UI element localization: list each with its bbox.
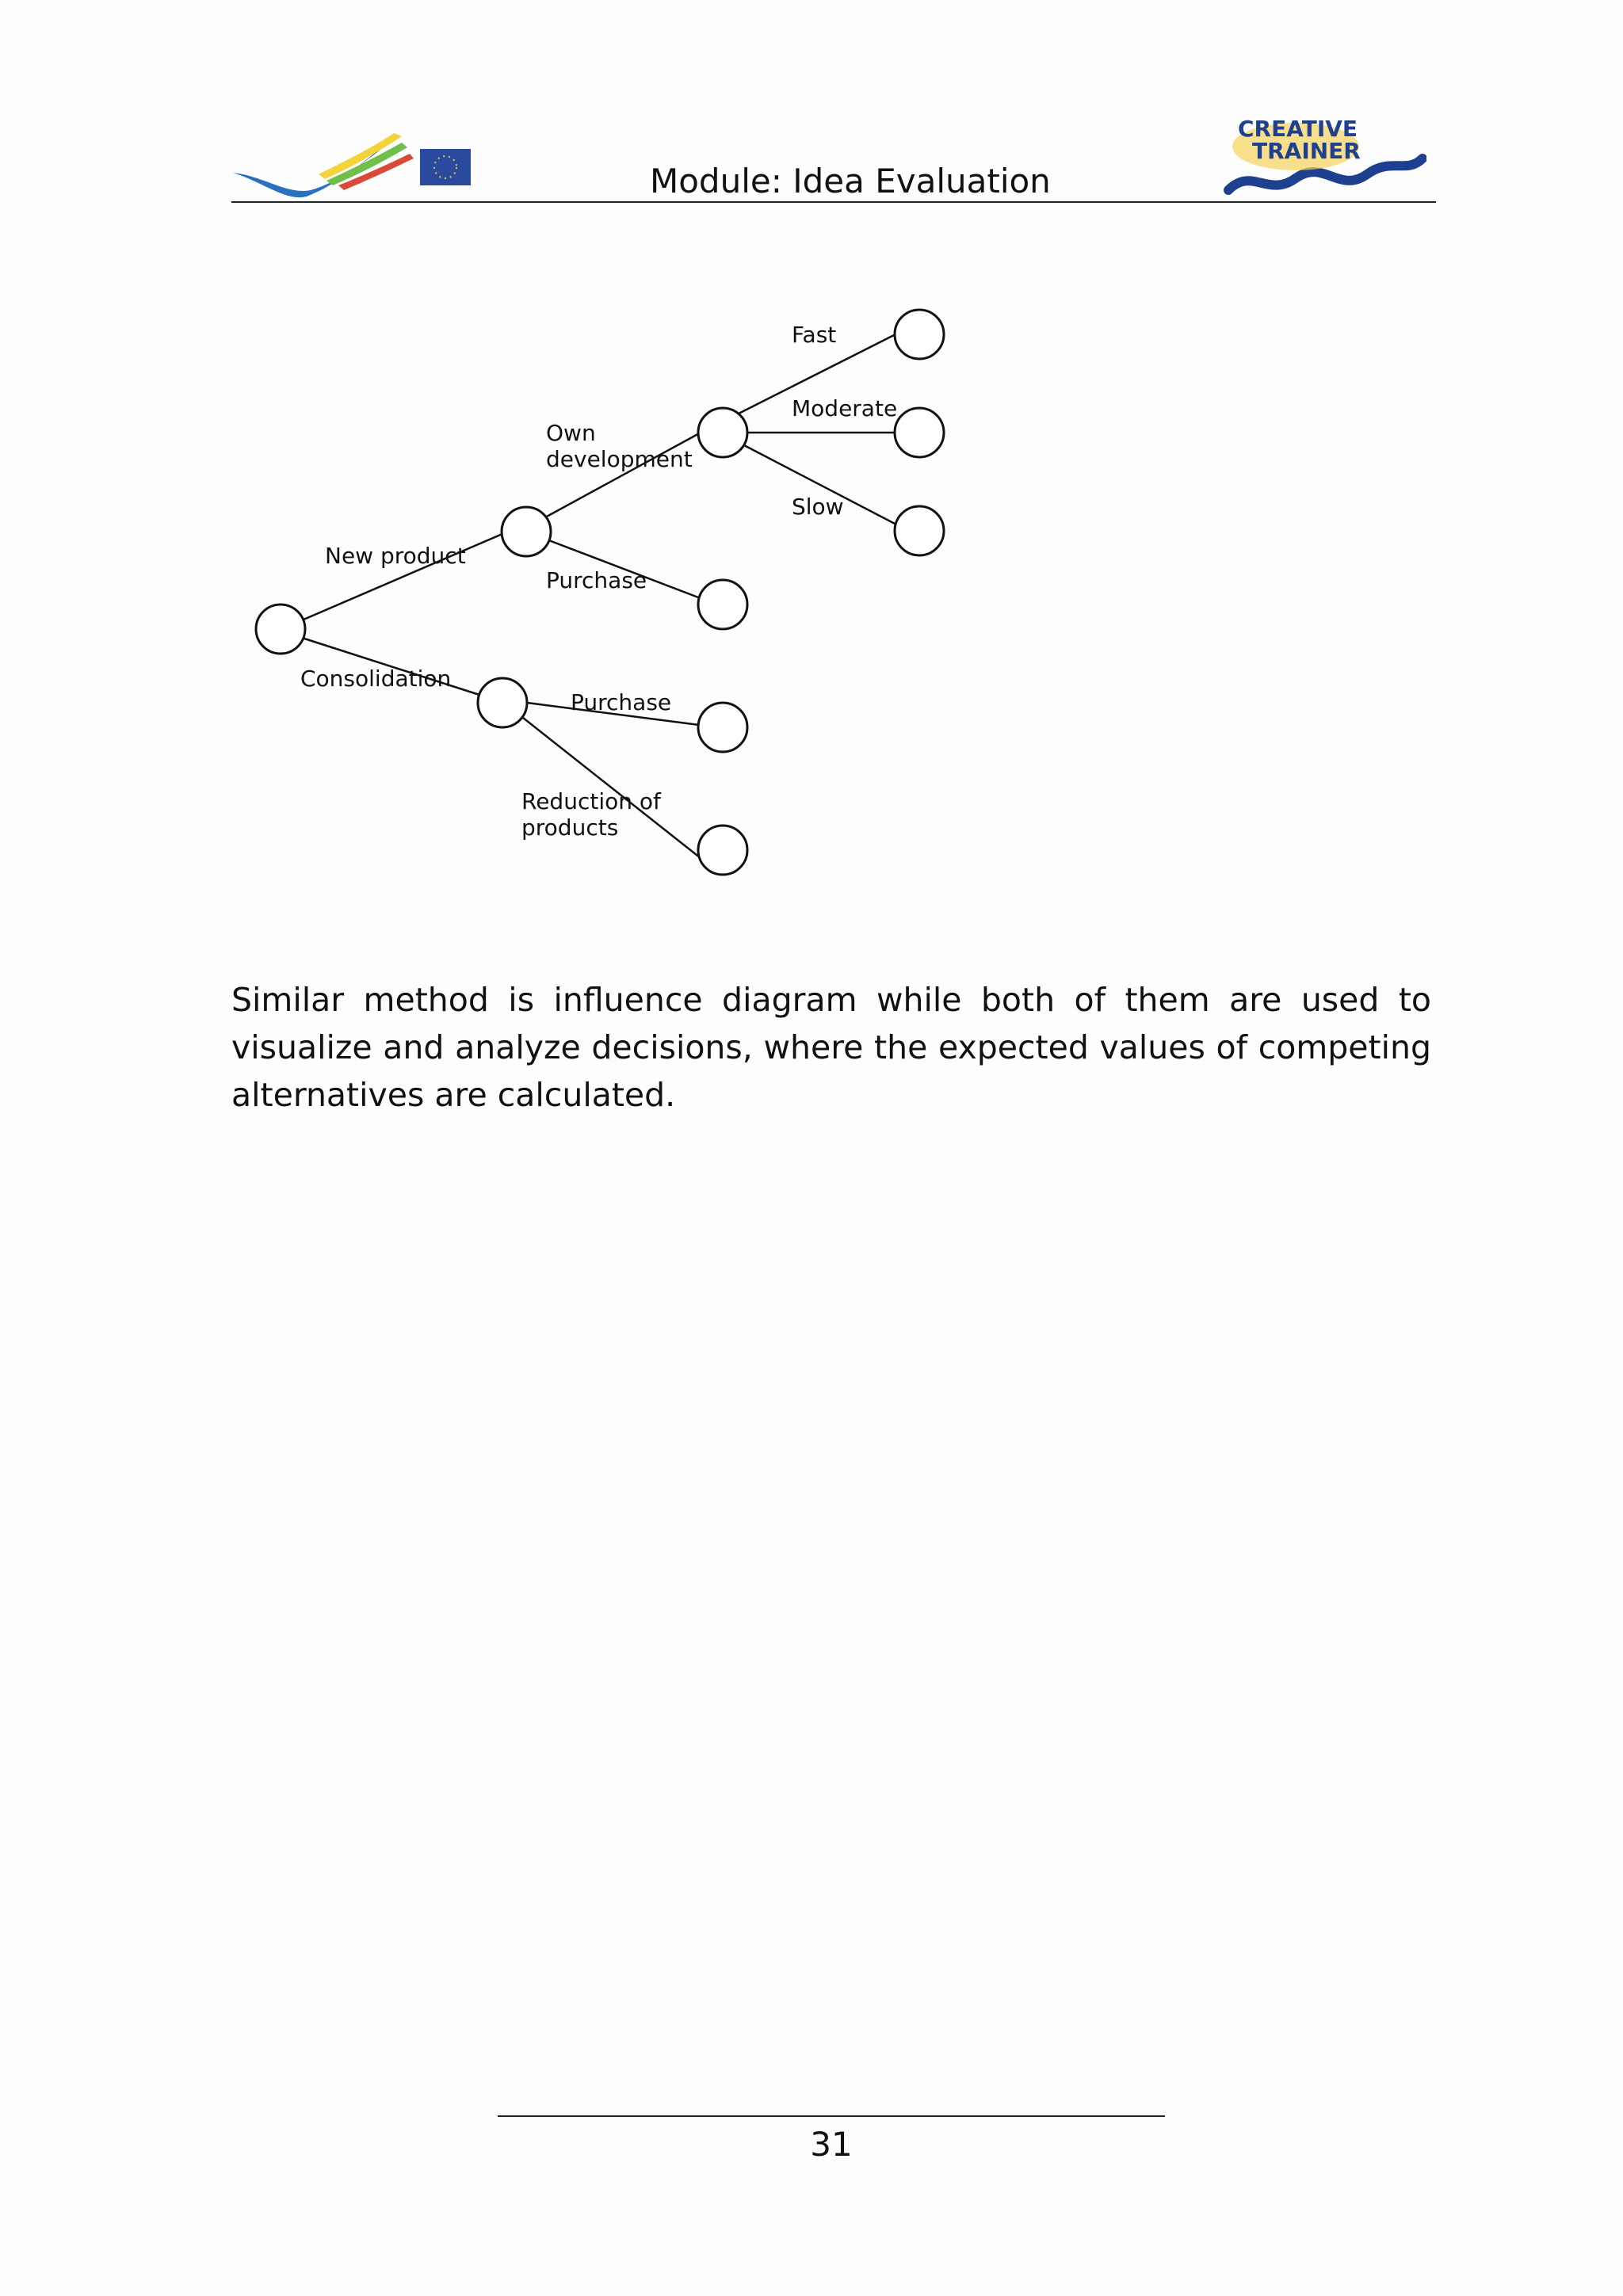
module-title: Module: Idea Evaluation	[650, 162, 1051, 200]
label-fast: Fast	[792, 322, 837, 348]
leaf-slow	[895, 506, 944, 555]
label-slow: Slow	[792, 494, 844, 520]
label-reduction-line2: products	[521, 814, 619, 841]
leaf-purchase-lower	[698, 703, 747, 752]
label-new-product: New product	[325, 543, 466, 569]
node-new-product	[502, 507, 551, 556]
label-moderate: Moderate	[792, 395, 898, 421]
leaf-purchase-upper	[698, 580, 747, 629]
decision-node-root	[256, 605, 305, 654]
logo-text-creative: CREATIVE	[1238, 116, 1358, 142]
leaf-fast	[895, 310, 944, 359]
page-number: 31	[810, 2125, 853, 2164]
label-reduction-line1: Reduction of	[521, 788, 661, 814]
leaf-moderate	[895, 408, 944, 457]
leaf-reduction	[698, 826, 747, 875]
node-own-development	[698, 408, 747, 457]
node-consolidation	[478, 678, 527, 727]
label-purchase-upper: Purchase	[546, 567, 647, 593]
footer-divider	[498, 2115, 1165, 2117]
label-own-development-line1: Own	[546, 420, 596, 446]
logo-text-trainer: TRAINER	[1252, 138, 1361, 164]
decision-tree-diagram	[0, 0, 1623, 951]
label-purchase-lower: Purchase	[571, 689, 672, 715]
body-paragraph: Similar method is influence diagram while both of them are used to visualize and analyze decisions, where the expected values of competing alternatives are calculated.	[231, 981, 1431, 1114]
label-own-development-line2: development	[546, 446, 693, 472]
label-consolidation: Consolidation	[300, 666, 452, 692]
